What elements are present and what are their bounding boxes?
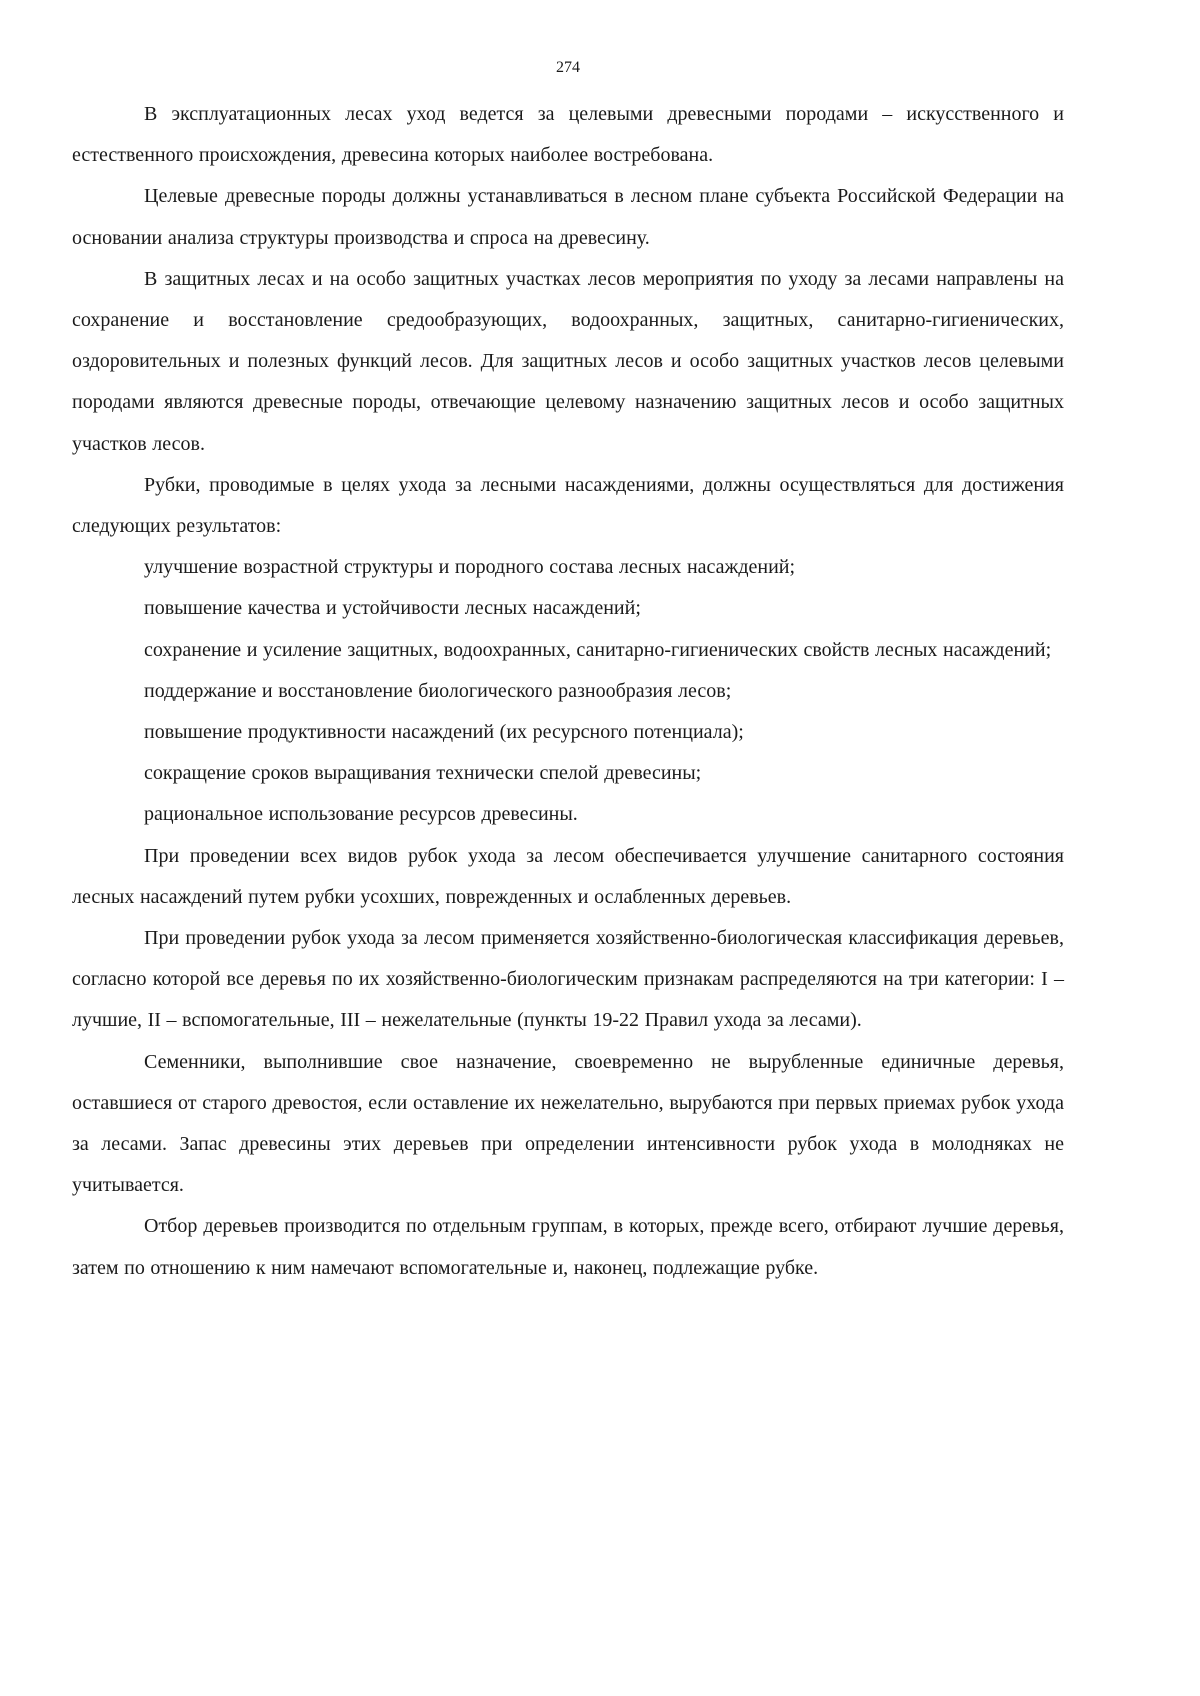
list-item: рациональное использование ресурсов древесины. — [144, 803, 578, 826]
list-item: сохранение и усиление защитных, водоохранных, санитарно-гигиенических свойств лесных насаждений; — [144, 638, 1052, 661]
paragraph: Семенники, выполнившие свое назначение, своевременно не вырубленные единичные деревья, оставшиеся от старого древостоя, если оставление их нежелательно, вырубаются при первых приемах рубок ухода за лесами. Запас древесины этих деревьев при определении интенсивности рубок ухода в молодняках не учитывается. — [72, 1050, 1064, 1197]
page-number: 274 — [556, 59, 580, 76]
list-item: сокращение сроков выращивания технически спелой древесины; — [144, 762, 702, 785]
paragraph: Целевые древесные породы должны устанавливаться в лесном плане субъекта Российской Федерации на основании анализа структуры производства и спроса на древесину. — [72, 185, 1064, 249]
list-item: улучшение возрастной структуры и породного состава лесных насаждений; — [144, 556, 796, 579]
list-item: повышение качества и устойчивости лесных насаждений; — [144, 597, 641, 620]
paragraph: Отбор деревьев производится по отдельным группам, в которых, прежде всего, отбирают лучшие деревья, затем по отношению к ним намечают вспомогательные и, наконец, подлежащие рубке. — [72, 1215, 1064, 1279]
list-item: повышение продуктивности насаждений (их ресурсного потенциала); — [144, 721, 744, 744]
paragraph: В эксплуатационных лесах уход ведется за целевыми древесными породами – искусственного и естественного происхождения, древесина которых наиболее востребована. — [72, 103, 1064, 167]
paragraph: Рубки, проводимые в целях ухода за лесными насаждениями, должны осуществляться для достижения следующих результатов: — [72, 473, 1064, 538]
list-item: поддержание и восстановление биологического разнообразия лесов; — [144, 679, 732, 702]
paragraph: В защитных лесах и на особо защитных участках лесов мероприятия по уходу за лесами направлены на сохранение и восстановление средообразующих, водоохранных, защитных, санитарно-гигиенических, оздоровительных и полезных функций лесов. Для защитных лесов и особо защитных участков лесов целевыми породами являются древесные породы, отвечающие целевому назначению защитных лесов и особо защитных участков лесов. — [72, 267, 1064, 455]
body-text — [72, 94, 1064, 1289]
paragraph: При проведении всех видов рубок ухода за лесом обеспечивается улучшение санитарного состояния лесных насаждений путем рубки усохших, поврежденных и ослабленных деревьев. — [72, 844, 1064, 908]
paragraph: При проведении рубок ухода за лесом применяется хозяйственно-биологическая классификация деревьев, согласно которой все деревья по их хозяйственно-биологическим признакам распределяются на три категории: I – лучшие, II – вспомогательные, III – нежелательные (пункты 19-22 Правил ухода за лесами). — [72, 927, 1064, 1032]
